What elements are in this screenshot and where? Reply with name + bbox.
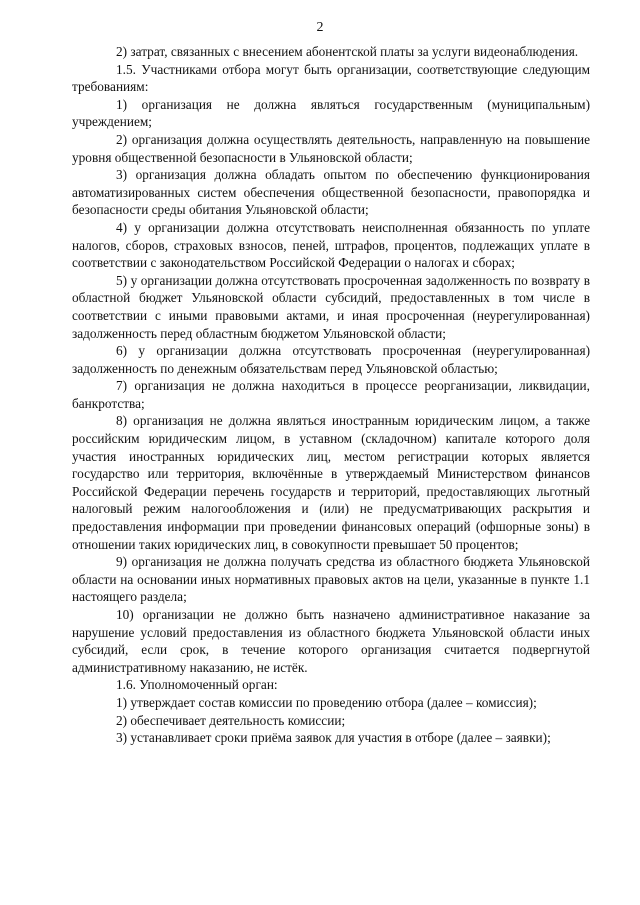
document-body — [72, 43, 590, 747]
paragraph-requirement-5: 5) у организации должна отсутствовать просроченная задолженность по возврату в областной бюджет Ульяновской области субсидий, предоставленных в том числе в соответствии с иными правовыми актами, и иная просроченная (неурегулированная) задолженность перед областным бюджетом Ульяновской области; — [72, 272, 590, 341]
paragraph-authority-duty-3: 3) устанавливает сроки приёма заявок для участия в отборе (далее – заявки); — [116, 730, 551, 746]
paragraph-authority-duty-1: 1) утверждает состав комиссии по проведению отбора (далее – комиссия); — [116, 694, 537, 710]
paragraph-requirement-3: 3) организация должна обладать опытом по обеспечению функционирования автоматизированных систем обеспечения общественной безопасности, правопорядка и безопасности среды обитания Ульяновской области; — [72, 167, 590, 218]
paragraph-section-1-5: 1.5. Участниками отбора могут быть организации, соответствующие следующим требованиям: — [72, 61, 590, 95]
paragraph-requirement-9: 9) организация не должна получать средства из областного бюджета Ульяновской области на основании иных нормативных правовых актов на цели, указанные в пункте 1.1 настоящего раздела; — [72, 554, 590, 605]
paragraph-requirement-4: 4) у организации должна отсутствовать неисполненная обязанность по уплате налогов, сборов, страховых взносов, пеней, штрафов, процентов, подлежащих уплате в соответствии с законодательством Российской Федерации о налогах и сборах; — [72, 219, 590, 271]
paragraph-requirement-10: 10) организации не должно быть назначено административное наказание за нарушение условий предоставления из областного бюджета Ульяновской области иных субсидий, если срок, в течение которого организация считается подвергнутой административному наказанию, не истёк. — [72, 607, 590, 675]
paragraph-requirement-2: 2) организация должна осуществлять деятельность, направленную на повышение уровня общественной безопасности в Ульяновской области; — [72, 131, 590, 165]
paragraph-authority-duty-2: 2) обеспечивает деятельность комиссии; — [116, 712, 346, 728]
paragraph-requirement-6: 6) у организации должна отсутствовать просроченная (неурегулированная) задолженность по денежным обязательствам перед Ульяновской областью; — [72, 343, 590, 376]
paragraph-requirement-1: 1) организация не должна являться государственным (муниципальным) учреждением; — [72, 96, 590, 130]
paragraph-section-1-6: 1.6. Уполномоченный орган: — [116, 677, 278, 693]
page-number: 2 — [316, 20, 324, 35]
paragraph-expense-item-2: 2) затрат, связанных с внесением абонентской платы за услуги видеонаблюдения. — [116, 44, 579, 59]
paragraph-requirement-8: 8) организация не должна являться иностранным юридическим лицом, а также российским юридическим лицом, в уставном (складочном) капитале которого доля участия иностранных юридических лиц, местом регистрации которых является государство или территория, включённые в утверждаемый Министерством финансов Российской Федерации перечень государств и территорий, предоставляющих льготный налоговый режим налогообложения и (или) не предусматривающих раскрытия и предоставления информации при проведении финансовых операций (офшорные зоны) в отношении таких юридических лиц, в совокупности превышает 50 процентов; — [72, 413, 590, 552]
paragraph-requirement-7: 7) организация не должна находиться в процессе реорганизации, ликвидации, банкротства; — [72, 378, 590, 411]
